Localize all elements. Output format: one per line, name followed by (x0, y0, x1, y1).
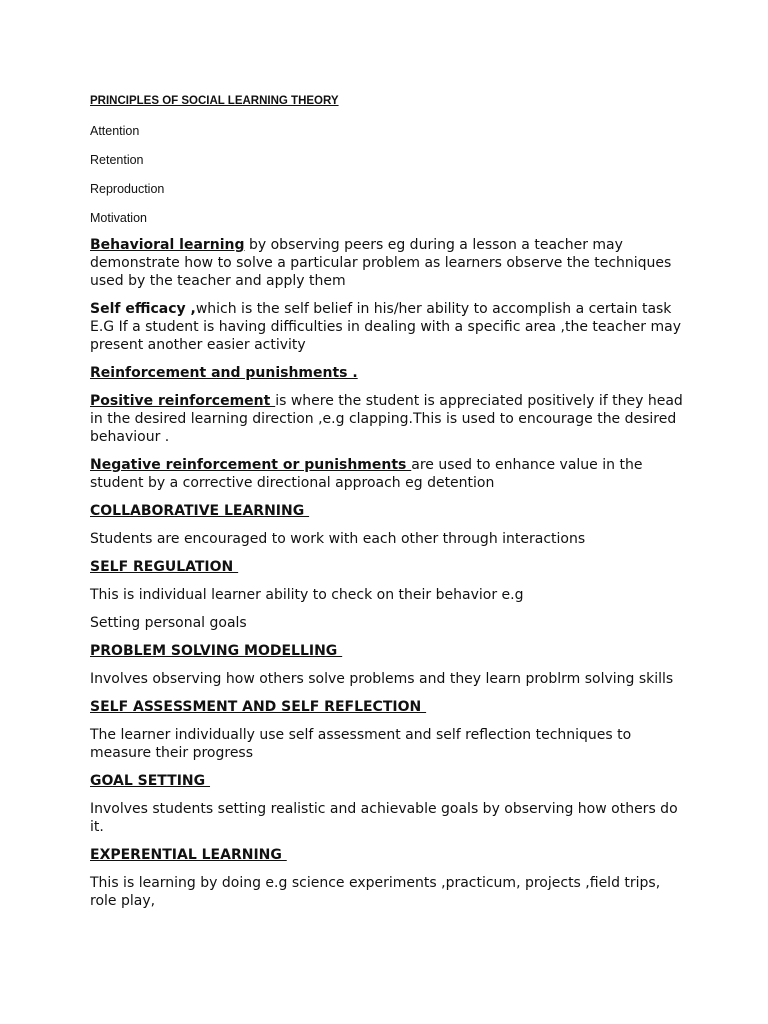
negative-reinforcement-term: Negative reinforcement or punishments (90, 457, 412, 473)
principle-motivation: Motivation (90, 211, 147, 225)
collaborative-learning-heading: COLLABORATIVE LEARNING (90, 503, 310, 519)
document-body (90, 94, 690, 920)
goal-setting-text: Involves students setting realistic and achievable goals by observing how others do it. (90, 801, 678, 835)
experiential-learning-text: This is learning by doing e.g science experiments ,practicum, projects ,field trips, role play, (90, 875, 661, 909)
principle-retention: Retention (90, 153, 144, 167)
self-assessment-text: The learner individually use self assessment and self reflection techniques to measure their progress (90, 727, 632, 761)
negative-reinforcement-text: are used to enhance value in the student by a corrective directional approach eg detention (90, 457, 643, 491)
reinforcement-heading: Reinforcement and punishments . (90, 365, 358, 381)
self-assessment-heading: SELF ASSESSMENT AND SELF REFLECTION (90, 699, 427, 715)
behavioral-learning-term: Behavioral learning (90, 237, 245, 253)
self-regulation-example: Setting personal goals (90, 615, 247, 631)
negative-reinforcement-paragraph (90, 456, 690, 492)
positive-reinforcement-paragraph (90, 392, 690, 446)
positive-reinforcement-text: is where the student is appreciated positively if they head in the desired learning direction ,e.g clapping.This is used to encourage the desired behaviour . (90, 393, 683, 445)
problem-solving-text: Involves observing how others solve problems and they learn problrm solving skills (90, 671, 674, 687)
collaborative-learning-text: Students are encouraged to work with each other through interactions (90, 531, 586, 547)
principle-reproduction: Reproduction (90, 182, 165, 196)
positive-reinforcement-term: Positive reinforcement (90, 393, 276, 409)
behavioral-learning-paragraph (90, 236, 690, 290)
problem-solving-heading: PROBLEM SOLVING MODELLING (90, 643, 343, 659)
document-title: PRINCIPLES OF SOCIAL LEARNING THEORY (90, 95, 339, 107)
self-regulation-text: This is individual learner ability to check on their behavior e.g (90, 587, 524, 603)
self-efficacy-term: Self efficacy , (90, 301, 196, 317)
self-regulation-heading: SELF REGULATION (90, 559, 239, 575)
self-efficacy-text: which is the self belief in his/her ability to accomplish a certain task E.G If a student is having difficulties in dealing with a specific area ,the teacher may present another easier activity (90, 301, 682, 353)
experiential-learning-heading: EXPERENTIAL LEARNING (90, 847, 287, 863)
goal-setting-heading: GOAL SETTING (90, 773, 211, 789)
self-efficacy-paragraph (90, 300, 690, 354)
principle-attention: Attention (90, 124, 140, 138)
behavioral-learning-text: by observing peers eg during a lesson a teacher may demonstrate how to solve a particular problem as learners observe the techniques used by the teacher and apply them (90, 237, 672, 289)
